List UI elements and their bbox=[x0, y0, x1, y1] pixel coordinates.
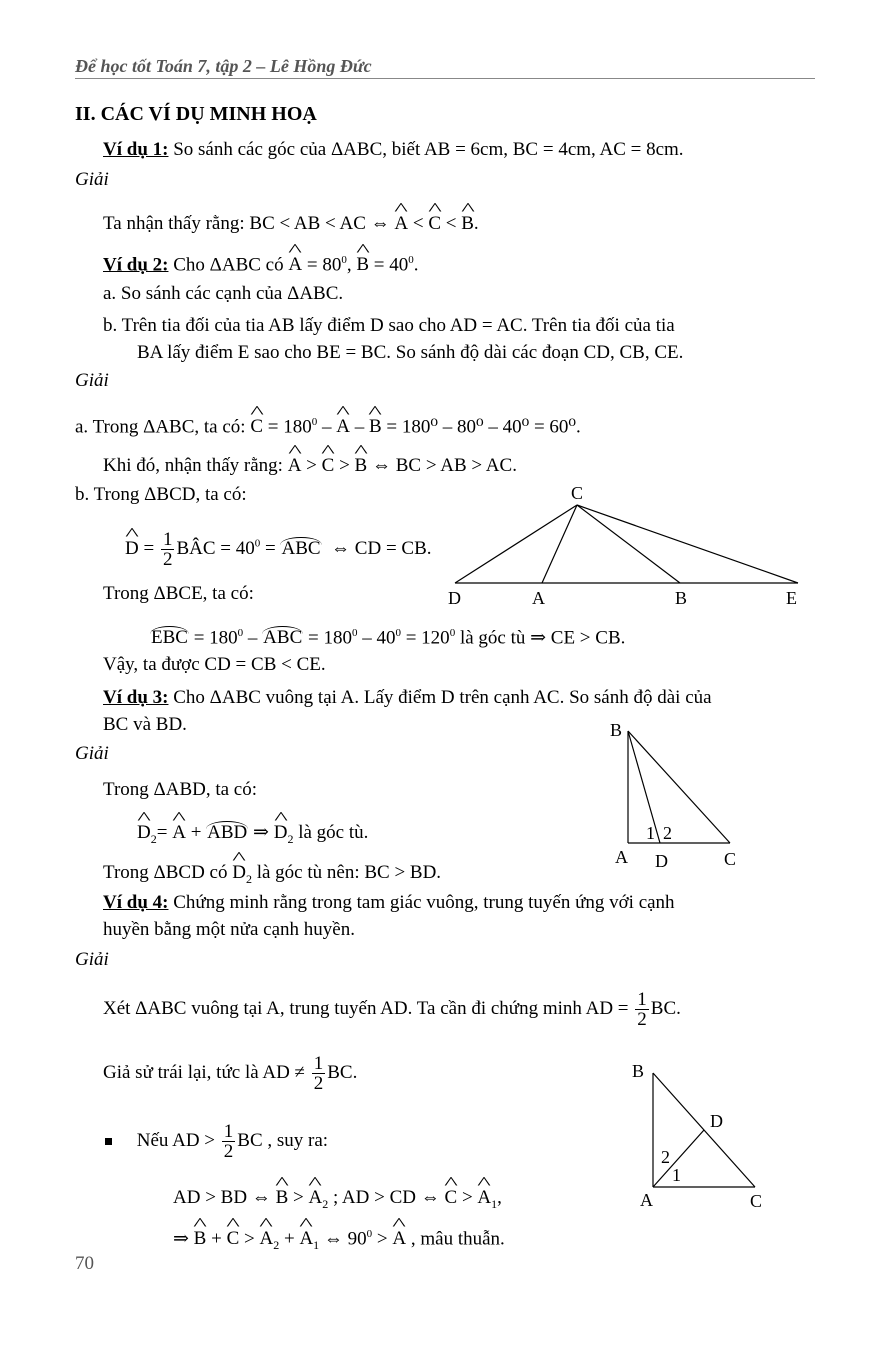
ex4-sol1-text: Xét ΔABC vuông tại A, trung tuyến AD. Ta cần đi chứng minh AD = bbox=[103, 997, 629, 1019]
fig2-label-b: B bbox=[610, 720, 623, 740]
ex4-sol2: Giả sử trái lại, tức là AD ≠ $\frac{1}{2}$ BC. bbox=[103, 1053, 358, 1094]
ex4-statement bbox=[103, 891, 675, 915]
solution-label-3: Giải bbox=[75, 743, 109, 764]
ex4-sol4: AD > BD ⇔ ^ B > ^ $A_2$ ; AD > CD ⇔ ^ C > ^ $A_1$, bbox=[173, 1182, 502, 1216]
ex2-sol-b3: Trong ΔBCE, ta có: bbox=[103, 583, 254, 604]
ex2-sol-b4-result: là góc tù ⇒ CE > CB. bbox=[459, 627, 626, 649]
ex2-sol-a-result: = 180⁰ – 80⁰ – 40⁰ = 60⁰. bbox=[386, 416, 581, 438]
ex4-sol5-text: , mâu thuẫn. bbox=[410, 1228, 505, 1250]
ex2-sol-b2: ^ D = $\frac{1}{2}$ BÂC = $40^0$ = ABC ⇔ CD = CB. bbox=[125, 530, 432, 569]
fig2-label-a: A bbox=[615, 847, 628, 867]
figure-triangle-dcbe bbox=[440, 478, 810, 613]
ex3-label: Ví dụ 3: bbox=[103, 687, 169, 708]
ex4-text: Chứng minh rằng trong tam giác vuông, trung tuyến ứng với cạnh bbox=[173, 892, 675, 913]
ex1-statement bbox=[103, 138, 684, 162]
fig1-label-b: B bbox=[675, 588, 688, 608]
ex2-sol-a2-text: Khi đó, nhận thấy rằng: bbox=[103, 455, 283, 476]
ex4-sol3: Nếu AD > $\frac{1}{2}$ BC , suy ra: bbox=[105, 1122, 328, 1161]
ex2-part-b-line2: BA lấy điểm E sao cho BE = BC. So sánh độ dài các đoạn CD, CB, CE. bbox=[137, 342, 684, 363]
ex3-sol3-result: là góc tù nên: BC > BD. bbox=[256, 862, 442, 883]
ex2-label: Ví dụ 2: bbox=[103, 254, 169, 276]
ex1-solution-text: Ta nhận thấy rằng: BC < AB < AC ⇔ bbox=[103, 213, 390, 234]
ex2-sol-a: a. Trong ΔABC, ta có: ^ $C = 180^0$ – ^ A – ^ B = 180⁰ – 80⁰ – 40⁰ = 60⁰. bbox=[75, 410, 581, 439]
ex3-sol2-text: là góc tù. bbox=[298, 822, 369, 843]
ex3-sol3: Trong ΔBCD có ^ $D_2$ là góc tù nên: BC > BD. bbox=[103, 857, 441, 891]
fig3-label-d: D bbox=[710, 1111, 723, 1131]
ex2-sol-b4: EBC = $180^0$ – ABC = $180^0 - 40^0 = 120^0$ là góc tù ⇒ CE > CB. bbox=[151, 627, 626, 649]
ex2-part-a: a. So sánh các cạnh của ΔABC. bbox=[103, 283, 344, 304]
ex3-statement-line2: BC và BD. bbox=[103, 714, 187, 735]
running-header: Để học tốt Toán 7, tập 2 – Lê Hồng Đức bbox=[75, 56, 372, 76]
ex1-label: Ví dụ 1: bbox=[103, 139, 169, 160]
ex4-label: Ví dụ 4: bbox=[103, 892, 169, 913]
ex3-statement bbox=[103, 686, 712, 710]
ex2-sol-a2-result: ⇔ BC > AB > AC. bbox=[371, 455, 517, 476]
fig2-angle-1: 1 bbox=[646, 823, 655, 843]
fig3-label-c: C bbox=[750, 1191, 763, 1211]
ex2-sol-b: b. Trong ΔBCD, ta có: bbox=[75, 484, 247, 505]
ex3-text: Cho ΔABC vuông tại A. Lấy điểm D trên cạnh AC. So sánh độ dài của bbox=[173, 687, 712, 708]
ex3-sol3-text: Trong ΔBCD có bbox=[103, 862, 228, 883]
fig2-label-d: D bbox=[655, 851, 668, 871]
figure-triangle-abc-d bbox=[600, 715, 750, 875]
ex2-part-b-line1: b. Trên tia đối của tia AB lấy điểm D sao cho AD = AC. Trên tia đối của tia bbox=[103, 315, 675, 336]
fig3-angle-1: 1 bbox=[672, 1165, 681, 1185]
fig1-label-a: A bbox=[532, 588, 545, 608]
section-title: II. CÁC VÍ DỤ MINH HOẠ bbox=[75, 103, 317, 125]
ex2-sol-b5: Vậy, ta được CD = CB < CE. bbox=[103, 654, 326, 675]
ex1-solution: Ta nhận thấy rằng: BC < AB < AC ⇔ ^ A < ^ C < ^ B. bbox=[103, 208, 479, 236]
fig2-label-c: C bbox=[724, 849, 737, 869]
fig3-label-a: A bbox=[640, 1190, 653, 1210]
solution-label-2: Giải bbox=[75, 370, 109, 391]
ex2-sol-b2-result: ⇔ CD = CB. bbox=[331, 537, 432, 559]
fig2-angle-2: 2 bbox=[663, 823, 672, 843]
header-rule bbox=[75, 78, 815, 79]
page-number: 70 bbox=[75, 1253, 94, 1274]
ex2-statement: Ví dụ 2: Cho ΔABC có ^ $A = 80^0$, ^ $B = 40^0$. bbox=[103, 248, 418, 277]
fig1-label-e: E bbox=[786, 588, 797, 608]
ex2-sol-a2: Khi đó, nhận thấy rằng: ^ A > ^ C > ^ B ⇔ BC > AB > AC. bbox=[103, 450, 517, 478]
ex3-sol2: ^ $D_2=$ ^ A + ABD ⇒ ^ $D_2$ là góc tù. bbox=[137, 817, 368, 851]
ex4-sol2-text: Giả sử trái lại, tức là AD ≠ bbox=[103, 1061, 305, 1083]
ex3-sol1: Trong ΔABD, ta có: bbox=[103, 779, 258, 800]
ex2-text: Cho ΔABC có bbox=[173, 254, 284, 276]
fig3-label-b: B bbox=[632, 1061, 645, 1081]
ex4-sol3-text: Nếu AD > bbox=[136, 1129, 216, 1151]
ex4-sol1: Xét ΔABC vuông tại A, trung tuyến AD. Ta cần đi chứng minh AD = $\frac{1}{2}$ BC. bbox=[103, 989, 681, 1030]
fig3-angle-2: 2 bbox=[661, 1147, 670, 1167]
ex4-sol5: ⇒ ^ B + ^ C > ^ $A_2$ + ^ $A_1$ ⇔ $90^0$ > ^ A , mâu thuẫn. bbox=[173, 1222, 505, 1257]
bullet-icon bbox=[105, 1138, 112, 1145]
figure-triangle-median bbox=[620, 1055, 780, 1215]
ex2-sol-a-text: a. Trong ΔABC, ta có: bbox=[75, 416, 246, 438]
ex4-statement-line2: huyền bằng một nửa cạnh huyền. bbox=[103, 919, 355, 940]
ex1-text: So sánh các góc của ΔABC, biết AB = 6cm, BC = 4cm, AC = 8cm. bbox=[173, 139, 684, 160]
fig1-label-c: C bbox=[571, 483, 584, 503]
solution-label-1: Giải bbox=[75, 169, 109, 190]
fig1-label-d: D bbox=[448, 588, 461, 608]
ex4-sol3-result: , suy ra: bbox=[267, 1129, 329, 1151]
solution-label-4: Giải bbox=[75, 949, 109, 970]
